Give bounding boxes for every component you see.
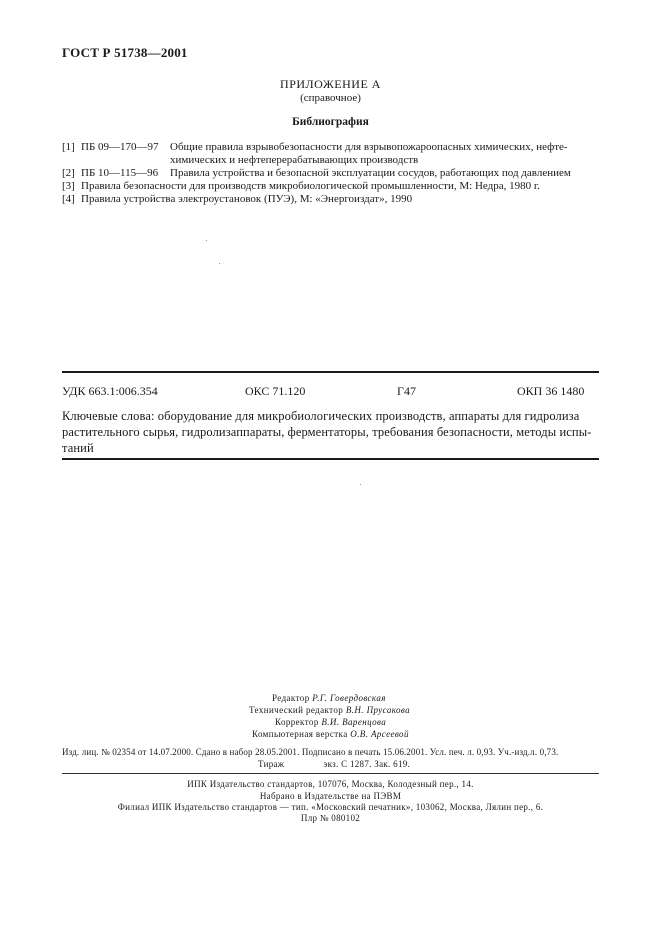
- annex-subtitle: (справочное): [300, 92, 361, 104]
- credit-name: Р.Г. Говердовская: [312, 693, 386, 703]
- print-run: [258, 759, 410, 769]
- keywords-paragraph: [62, 408, 598, 456]
- credit-name: В.Н. Прусакова: [345, 705, 411, 715]
- credit-tech-editor: [249, 705, 410, 715]
- print-run-label: Тираж: [258, 759, 285, 769]
- entry-text: Общие правила взрывобезопасности для взрывопожароопасных химических, нефте-: [170, 141, 568, 153]
- okp-code: ОКП 36 1480: [517, 384, 585, 398]
- keywords-line: Ключевые слова: оборудование для микробиологических производств, аппараты для гидролиза: [62, 409, 580, 423]
- entry-text-continued: химических и нефтеперерабатывающих производств: [170, 154, 419, 166]
- entry-number: [4]: [62, 193, 75, 205]
- credit-proofreader: [275, 717, 386, 727]
- credit-name: В.И. Варенцова: [321, 717, 387, 727]
- credit-label: Редактор: [272, 693, 310, 703]
- udk-code: УДК 663.1:006.354: [62, 384, 158, 398]
- divider-imprint: [62, 773, 599, 774]
- scan-speck: [206, 240, 207, 241]
- entry-text: Правила устройства и безопасной эксплуатации сосудов, работающих под давлением: [170, 167, 571, 179]
- credit-layout: [252, 729, 409, 739]
- entry-code: ПБ 10—115—96: [81, 167, 159, 179]
- credit-label: Технический редактор: [249, 705, 344, 715]
- credit-name: О.В. Арсеевой: [350, 729, 409, 739]
- entry-text: Правила безопасности для производств микробиологической промышленности, М: Недра, 1980 г.: [81, 180, 540, 192]
- imprint-line: Филиал ИПК Издательство стандартов — тип. «Московский печатник», 103062, Москва, Лялин пер., 6.: [117, 802, 544, 812]
- entry-code: ПБ 09—170—97: [81, 141, 159, 153]
- imprint-line: Набрано в Издательстве на ПЭВМ: [259, 791, 402, 801]
- oks-code: ОКС 71.120: [245, 384, 306, 398]
- credit-label: Компьютерная верстка: [252, 729, 348, 739]
- annex-title: ПРИЛОЖЕНИЕ А: [280, 77, 381, 91]
- standard-designation: ГОСТ Р 51738—2001: [62, 45, 188, 60]
- divider-bottom: [62, 458, 599, 460]
- keywords-line: таний: [62, 441, 94, 455]
- scan-speck: [219, 263, 220, 264]
- group-code: Г47: [397, 384, 416, 398]
- entry-number: [2]: [62, 167, 75, 179]
- bibliography-title: Библиография: [292, 116, 369, 128]
- imprint-line: ИПК Издательство стандартов, 107076, Москва, Колодезный пер., 14.: [187, 779, 474, 789]
- print-run-details: экз. С 1287. Зак. 619.: [323, 759, 411, 769]
- credit-editor: [272, 693, 386, 703]
- imprint-line: Плр № 080102: [300, 813, 361, 823]
- keywords-line: растительного сырья, гидролизаппараты, ферментаторы, требования безопасности, методы испы-: [62, 425, 592, 439]
- entry-text: Правила устройства электроустановок (ПУЭ), М: «Энергоиздат», 1990: [81, 193, 413, 205]
- publication-details: Изд. лиц. № 02354 от 14.07.2000. Сдано в набор 28.05.2001. Подписано в печать 15.06.2001. Усл. печ. л. 0,93. Уч.-изд.л. 0,73.: [62, 747, 559, 757]
- scan-speck: [360, 484, 361, 485]
- entry-number: [3]: [62, 180, 75, 192]
- entry-number: [1]: [62, 141, 75, 153]
- divider-top: [62, 371, 599, 373]
- credit-label: Корректор: [275, 717, 319, 727]
